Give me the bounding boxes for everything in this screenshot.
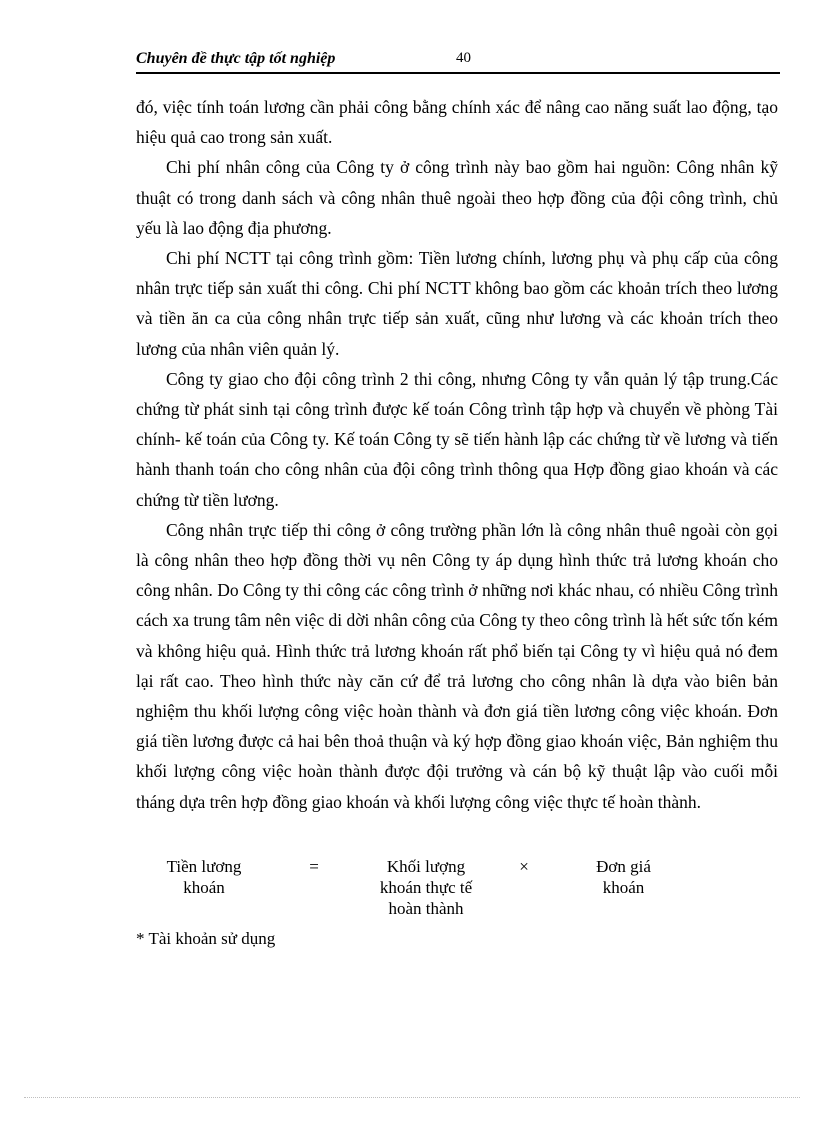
formula-term-volume bbox=[356, 856, 496, 919]
formula-term-line: Đơn giá bbox=[596, 857, 651, 876]
formula-equals-sign: = bbox=[309, 857, 319, 876]
page-number: 40 bbox=[456, 50, 471, 66]
paragraph: đó, việc tính toán lương cần phải công bằng chính xác để nâng cao năng suất lao động, tạo hiệu quả cao trong sản xuất. bbox=[136, 97, 778, 148]
formula-times-sign: × bbox=[519, 857, 529, 876]
formula-term-line: hoàn thành bbox=[388, 899, 464, 918]
paragraph: Công ty giao cho đội công trình 2 thi công, nhưng Công ty vẫn quản lý tập trung.Các chứng từ phát sinh tại công trình được kế toán Công trình tập hợp và chuyển về phòng Tài chính- kế toán của Công ty. Kế toán Công ty sẽ tiến hành lập các chứng từ về lương và tiến hành thanh toán cho công nhân của đội công trình thông qua Hợp đồng giao khoán và các chứng từ tiền lương. bbox=[136, 368, 778, 510]
formula-lhs bbox=[136, 856, 272, 898]
formula-lhs-line: Tiền lương bbox=[166, 857, 242, 876]
page-header bbox=[136, 48, 780, 74]
formula-term-line: khoán thực tế bbox=[379, 878, 473, 897]
formula-term-line: khoán bbox=[602, 878, 645, 897]
body-text bbox=[136, 92, 778, 817]
paragraph: Công nhân trực tiếp thi công ở công trường phần lớn là công nhân thuê ngoài còn gọi là công nhân theo hợp đồng thời vụ nên Công ty áp dụng hình thức trả lương khoán cho công nhân. Do Công ty thi công các công trình ở những nơi khác nhau, có nhiều Công trình cách xa trung tâm nên việc di dời nhân công của Công ty theo công trình là hết sức tốn kém và không hiệu quả. Hình thức trả lương khoán rất phổ biến tại Công ty vì hiệu quả nó đem lại rất cao. Theo hình thức này căn cứ để trả lương cho công nhân là dựa vào biên bản nghiệm thu khối lượng công việc hoàn thành và đơn giá tiền lương công việc khoán. Đơn giá tiền lương được cả hai bên thoả thuận và ký hợp đồng giao khoán việc, Bản nghiệm thu khối lượng công việc hoàn thành được đội trưởng và cán bộ kỹ thuật lập vào cuối mỗi tháng dựa trên hợp đồng giao khoán và khối lượng công việc thực tế hoàn thành. bbox=[136, 519, 778, 812]
account-note: * Tài khoản sử dụng bbox=[136, 929, 276, 948]
document-title: Chuyên đề thực tập tốt nghiệp bbox=[136, 50, 336, 67]
paragraph: Chi phí nhân công của Công ty ở công trình này bao gồm hai nguồn: Công nhân kỹ thuật có trong danh sách và công nhân thuê ngoài theo hợp đồng của đội công trình, chủ yếu là lao động địa phương. bbox=[136, 157, 778, 238]
page-bottom-divider bbox=[24, 1097, 800, 1098]
formula-lhs-line: khoán bbox=[183, 878, 225, 897]
formula-term-line: Khối lượng bbox=[386, 857, 466, 876]
salary-formula bbox=[136, 856, 780, 926]
paragraph: Chi phí NCTT tại công trình gồm: Tiền lương chính, lương phụ và phụ cấp của công nhân trực tiếp sản xuất thi công. Chi phí NCTT không bao gồm các khoản trích theo lương và tiền ăn ca của công nhân trực tiếp sản xuất, cũng như lương và các khoản trích theo lương của nhân viên quản lý. bbox=[136, 248, 778, 359]
formula-term-unit-price bbox=[556, 856, 691, 898]
